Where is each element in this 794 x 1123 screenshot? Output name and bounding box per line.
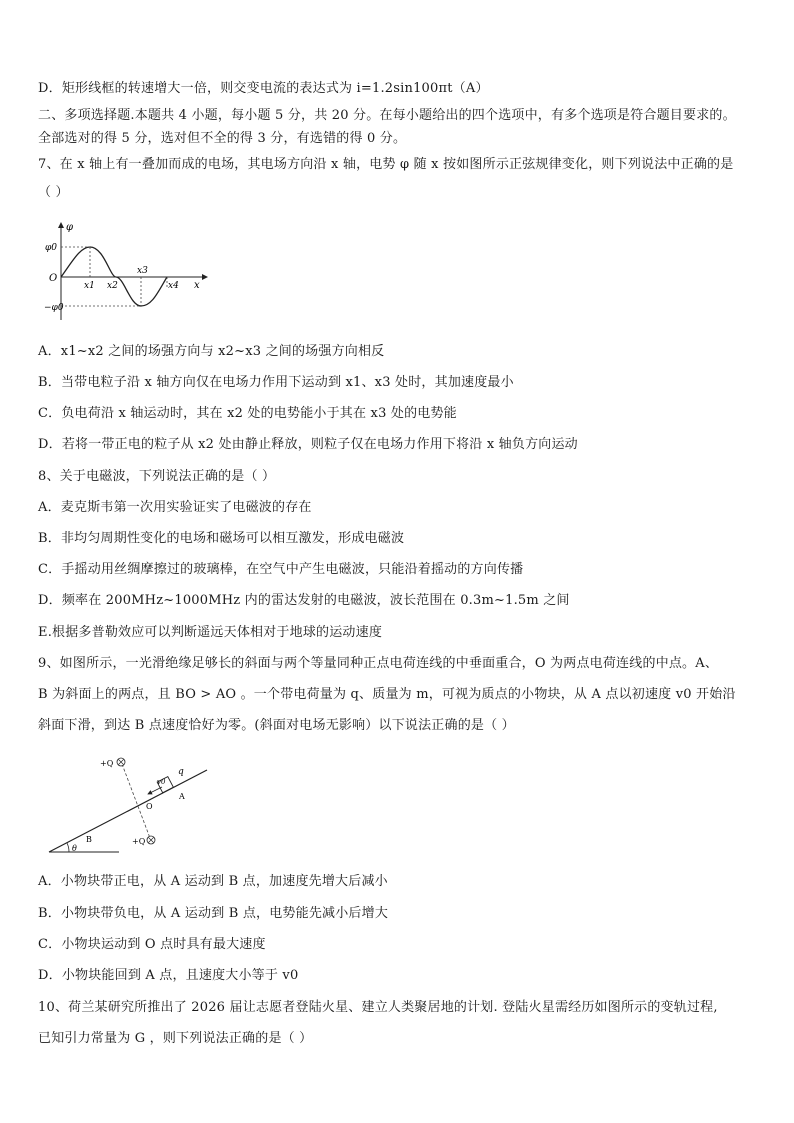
phi0-label: φ0: [45, 243, 58, 253]
q8-option-a: A．麦克斯韦第一次用实验证实了电磁波的存在: [38, 500, 312, 515]
origin-label: O: [49, 273, 58, 284]
phi-axis-label: φ: [66, 222, 74, 233]
q8-option-c: C．手摇动用丝绸摩擦过的玻璃棒，在空气中产生电磁波，只能沿着摇动的方向传播: [38, 562, 524, 577]
q-label: q: [178, 767, 184, 777]
section2-scoring: 全部选对的得 5 分，选对但不全的得 3 分，有选错的得 0 分。: [38, 131, 407, 146]
q9-option-b: B．小物块带负电，从 A 运动到 B 点，电势能先减小后增大: [38, 906, 389, 921]
q7-stem: 7、在 x 轴上有一叠加而成的电场，其电场方向沿 x 轴，电势 φ 随 x 按如图所示正弦规律变化，则下列说法中正确的是: [38, 157, 734, 172]
q9-stem-line2: B 为斜面上的两点，且 BO > AO 。一个带电荷量为 q、质量为 m，可视为质点的小物块，从 A 点以初速度 v0 开始沿: [38, 687, 736, 702]
section2-heading: 二、多项选择题.本题共 4 小题，每小题 5 分，共 20 分。在每小题给出的四个选项中，有多个选项是符合题目要求的。: [38, 108, 736, 123]
q8-option-e: E.根据多普勒效应可以判断遥远天体相对于地球的运动速度: [38, 625, 383, 640]
theta-label: θ: [72, 844, 77, 853]
q7-option-d: D．若将一带正电的粒子从 x2 处由静止释放，则粒子仅在电场力作用下将沿 x 轴负方向运动: [38, 437, 578, 452]
q7-option-a: A．x1~x2 之间的场强方向与 x2~x3 之间的场强方向相反: [38, 344, 385, 359]
v0-label: v0: [157, 778, 166, 786]
point-a-label: A: [179, 792, 185, 801]
q8-option-b: B．非均匀周期性变化的电场和磁场可以相互激发，形成电磁波: [38, 531, 405, 546]
x4-label: x4: [168, 281, 179, 291]
q7-option-b: B．当带电粒子沿 x 轴方向仅在电场力作用下运动到 x1、x3 处时，其加速度最小: [38, 375, 514, 390]
x-axis-label: x: [194, 280, 200, 291]
neg-phi0-label: −φ0: [44, 303, 64, 313]
point-b-label: B: [86, 835, 92, 844]
x1-label: x1: [84, 281, 95, 291]
q9-option-d: D．小物块能回到 A 点，且速度大小等于 v0: [38, 968, 299, 983]
bottom-charge-label: +Q: [132, 837, 146, 846]
q10-stem-line1: 10、荷兰某研究所推出了 2026 届让志愿者登陆火星、建立人类聚居地的计划. 登陆火星需经历如图所示的变轨过程,: [38, 1000, 718, 1015]
x3-label: x3: [137, 266, 148, 276]
q8-stem: 8、关于电磁波，下列说法正确的是（ ）: [38, 469, 276, 484]
q6-option-d: D．矩形线框的转速增大一倍，则交变电流的表达式为 i=1.2sin100πt（A）: [38, 81, 489, 96]
q7-option-c: C．负电荷沿 x 轴运动时，其在 x2 处的电势能小于其在 x3 处的电势能: [38, 406, 457, 421]
q9-option-c: C．小物块运动到 O 点时具有最大速度: [38, 937, 266, 952]
q10-stem-line2: 已知引力常量为 G ，则下列说法正确的是（ ）: [38, 1031, 313, 1046]
point-o-label: O: [146, 802, 153, 811]
q9-incline-diagram: [44, 752, 214, 857]
q7-blank: （ ）: [38, 185, 69, 200]
q8-option-d: D．频率在 200MHz~1000MHz 内的雷达发射的电磁波，波长范围在 0.3m~1.5m 之间: [38, 593, 570, 608]
q7-potential-graph: [44, 220, 214, 325]
q9-stem-line3: 斜面下滑，到达 B 点速度恰好为零。(斜面对电场无影响）以下说法正确的是（ ）: [38, 718, 515, 733]
q9-option-a: A．小物块带正电，从 A 运动到 B 点，加速度先增大后减小: [38, 874, 388, 889]
q9-stem-line1: 9、如图所示，一光滑绝缘足够长的斜面与两个等量同种正点电荷连线的中垂面重合，O 为两点电荷连线的中点。A、: [38, 656, 719, 671]
x2-label: x2: [107, 281, 118, 291]
top-charge-label: +Q: [100, 759, 114, 768]
